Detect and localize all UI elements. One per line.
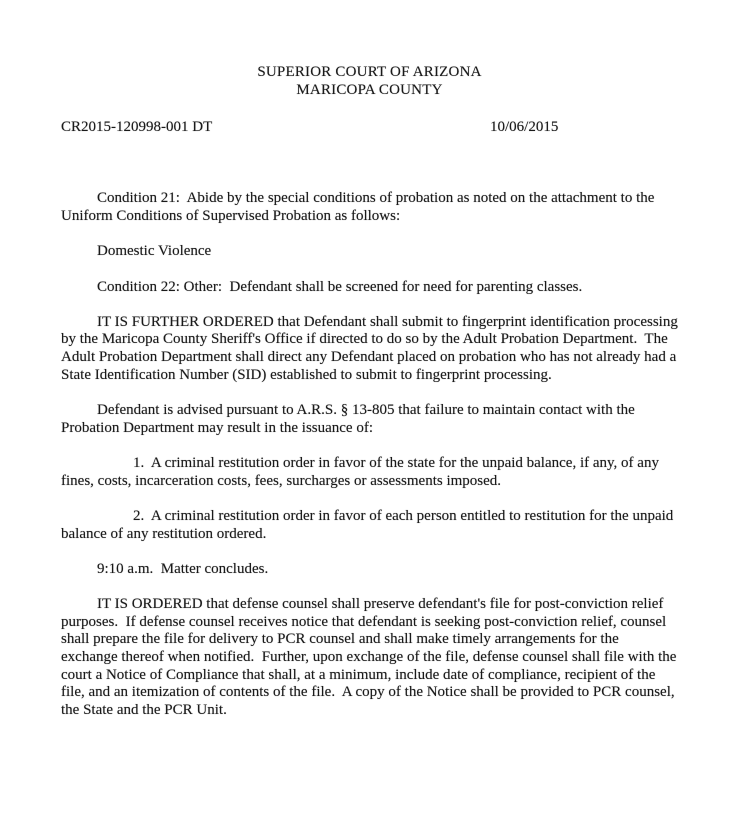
paragraph-condition-21: Condition 21: Abide by the special conditions of probation as noted on the attachment to the Uniform Conditions of Supervised Probation as follows: <box>61 190 659 225</box>
case-number: CR2015-120998-001 DT <box>61 119 213 136</box>
county-name: MARICOPA COUNTY <box>296 81 443 98</box>
court-name: SUPERIOR COURT OF ARIZONA <box>257 64 482 80</box>
paragraph-restitution-item-2: 2. A criminal restitution order in favor of each person entitled to restitution for the unpaid balance of any restitution ordered. <box>61 507 678 542</box>
case-header-row <box>61 119 678 137</box>
paragraph-domestic-violence: Domestic Violence <box>97 243 212 260</box>
document-body <box>61 190 682 719</box>
paragraph-condition-22: Condition 22: Other: Defendant shall be screened for need for parenting classes. <box>97 278 583 295</box>
document-date: 10/06/2015 <box>490 119 559 136</box>
document-header <box>61 64 678 99</box>
paragraph-fingerprint-order: IT IS FURTHER ORDERED that Defendant shall submit to fingerprint identification processing by the Maricopa County Sheriff's Office if directed to do so by the Adult Probation Department. The Adult Probation Department shall direct any Defendant placed on probation who has not already had a State Identification Number (SID) established to submit to fingerprint processing. <box>61 313 682 383</box>
paragraph-pcr-order: IT IS ORDERED that defense counsel shall preserve defendant's file for post-conviction relief purposes. If defense counsel receives notice that defendant is seeking post-conviction relief, counsel shall prepare the file for delivery to PCR counsel and shall make timely arrangements for the exchange thereof when notified. Further, upon exchange of the file, defense counsel shall file with the court a Notice of Compliance that shall, at a minimum, include date of compliance, recipient of the file, and an itemization of contents of the file. A copy of the Notice shall be provided to PCR counsel, the State and the PCR Unit. <box>61 595 681 719</box>
paragraph-restitution-item-1: 1. A criminal restitution order in favor of the state for the unpaid balance, if any, of any fines, costs, incarceration costs, fees, surcharges or assessments imposed. <box>61 454 663 489</box>
paragraph-matter-concludes: 9:10 a.m. Matter concludes. <box>97 560 269 577</box>
paragraph-ars-advisory: Defendant is advised pursuant to A.R.S. § 13-805 that failure to maintain contact with the Probation Department may result in the issuance of: <box>61 402 639 436</box>
